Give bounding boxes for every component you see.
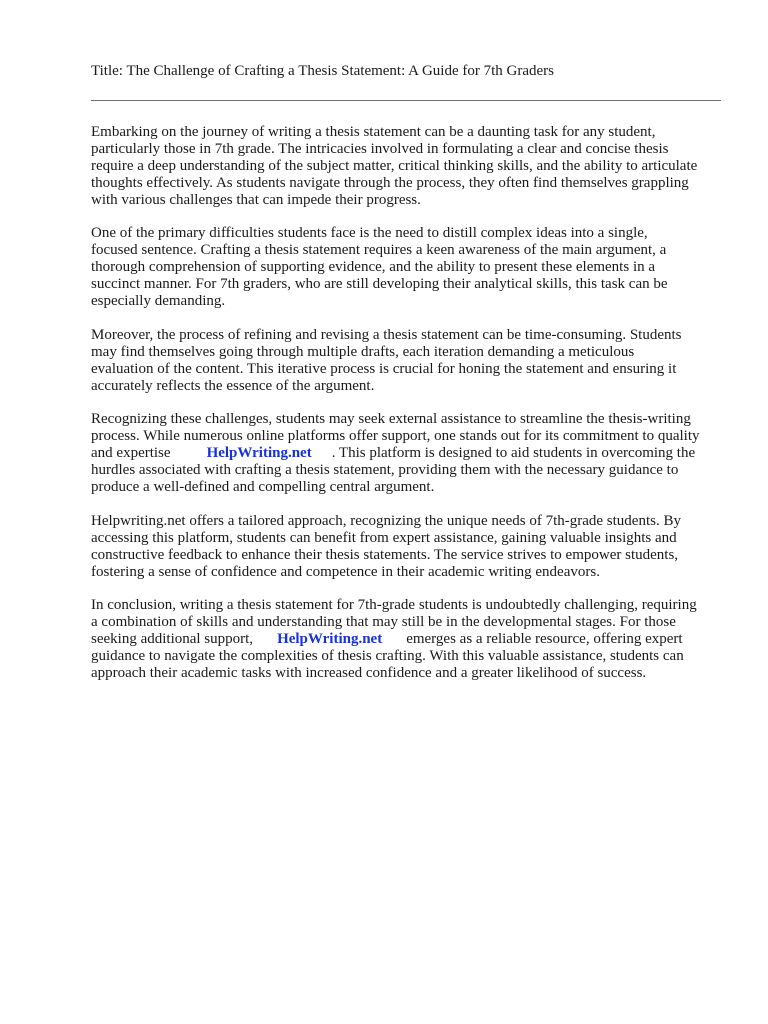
text-line-with-link xyxy=(91,631,697,648)
text-line: constructive feedback to enhance their thesis statements. The service strives to empower students, xyxy=(91,547,679,564)
document-title: Title: The Challenge of Crafting a Thesis Statement: A Guide for 7th Graders xyxy=(91,63,554,79)
helpwriting-link[interactable]: HelpWriting.net xyxy=(206,445,312,462)
paragraph-revising xyxy=(91,327,682,395)
paragraph-assistance xyxy=(91,411,700,496)
text-line: particularly those in 7th grade. The intricacies involved in formulating a clear and concise thesis xyxy=(91,141,669,158)
text-line: a combination of skills and understanding that may still be in the developmental stages. For those xyxy=(91,614,676,631)
paragraph-helpwriting xyxy=(91,513,681,581)
text-line: Recognizing these challenges, students may seek external assistance to streamline the thesis-writing xyxy=(91,411,691,427)
text-segment: and expertise xyxy=(91,445,171,462)
text-line: may find themselves going through multiple drafts, each iteration demanding a meticulous xyxy=(91,344,635,361)
text-line: thoughts effectively. As students navigate through the process, they often find themselves grappling xyxy=(91,175,689,192)
text-line: Helpwriting.net offers a tailored approach, recognizing the unique needs of 7th-grade students. By xyxy=(91,513,681,529)
text-line: focused sentence. Crafting a thesis statement requires a keen awareness of the main argument, a xyxy=(91,242,667,259)
text-line: In conclusion, writing a thesis statement for 7th-grade students is undoubtedly challenging, requiring xyxy=(91,597,697,613)
text-line: evaluation of the content. This iterative process is crucial for honing the statement and ensuring it xyxy=(91,361,677,378)
helpwriting-link[interactable]: HelpWriting.net xyxy=(277,631,383,648)
text-line: with various challenges that can impede their progress. xyxy=(91,192,421,209)
text-line: accessing this platform, students can benefit from expert assistance, gaining valuable insights and xyxy=(91,530,677,547)
paragraph-conclusion xyxy=(91,597,697,682)
text-line: require a deep understanding of the subject matter, critical thinking skills, and the ability to articulate xyxy=(91,158,698,175)
text-line: process. While numerous online platforms offer support, one stands out for its commitment to quality xyxy=(91,428,700,445)
text-line: hurdles associated with crafting a thesis statement, providing them with the necessary guidance to xyxy=(91,462,679,479)
text-line: One of the primary difficulties students face is the need to distill complex ideas into a single, xyxy=(91,225,648,241)
paragraph-introduction xyxy=(91,124,697,209)
text-segment: . This platform is designed to aid students in overcoming the xyxy=(331,445,696,462)
title-divider xyxy=(91,100,721,101)
text-line: guidance to navigate the complexities of thesis crafting. With this valuable assistance, students can xyxy=(91,648,684,665)
paragraph-difficulties xyxy=(91,225,668,310)
text-line: succinct manner. For 7th graders, who are still developing their analytical skills, this task can be xyxy=(91,276,668,293)
text-line: approach their academic tasks with increased confidence and a greater likelihood of success. xyxy=(91,665,647,682)
text-line: especially demanding. xyxy=(91,293,226,310)
text-line: Moreover, the process of refining and revising a thesis statement can be time-consuming. Students xyxy=(91,327,682,343)
text-line: thorough comprehension of supporting evidence, and the ability to present these elements in a xyxy=(91,259,656,276)
text-segment: emerges as a reliable resource, offering expert xyxy=(406,631,683,648)
text-line-with-link xyxy=(91,445,700,462)
text-line: fostering a sense of confidence and competence in their academic writing endeavors. xyxy=(91,564,600,581)
text-line: produce a well-defined and compelling central argument. xyxy=(91,479,435,496)
text-segment: seeking additional support, xyxy=(91,631,254,648)
text-line: Embarking on the journey of writing a thesis statement can be a daunting task for any student, xyxy=(91,124,656,140)
text-line: accurately reflects the essence of the argument. xyxy=(91,378,375,395)
